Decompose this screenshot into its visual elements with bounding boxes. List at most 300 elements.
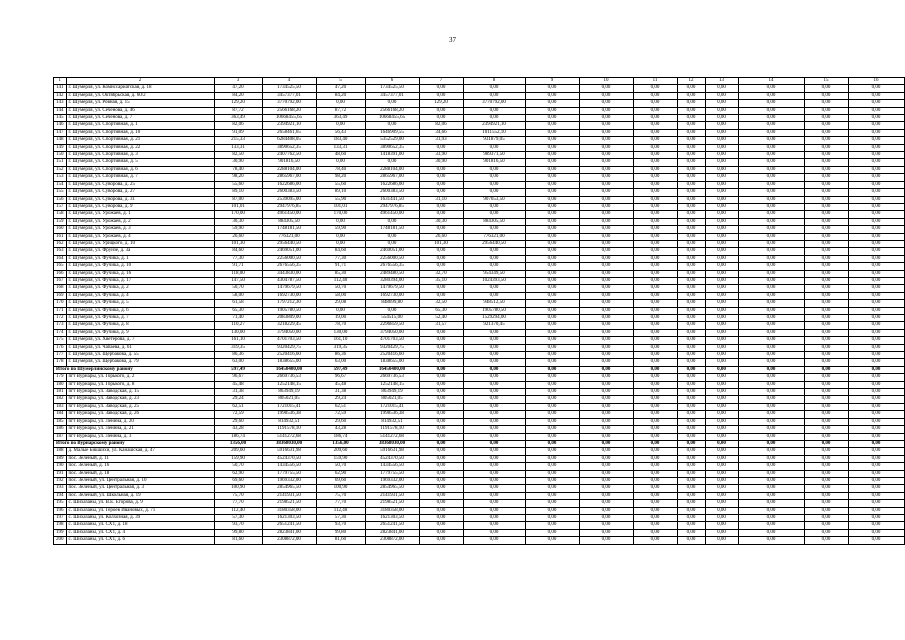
value-cell: 0,00	[365, 307, 419, 314]
column-number-cell: 9	[525, 78, 579, 85]
value-cell: 0,00	[419, 189, 463, 196]
value-cell: 0,00	[525, 448, 579, 455]
value-cell: 0,00	[525, 122, 579, 129]
subtotal-value-cell: 597,49	[316, 366, 365, 373]
table-row	[54, 196, 905, 203]
value-cell: 0,00	[848, 322, 904, 329]
address-cell: г. Шумерля, ул. Фучика, д. 5	[66, 300, 214, 307]
value-cell: 0,00	[804, 381, 848, 388]
value-cell: 0,00	[633, 381, 677, 388]
value-cell: 2669736,53	[365, 374, 419, 381]
value-cell: 0,00	[579, 477, 633, 484]
value-cell: 2141931,50	[262, 492, 316, 499]
address-cell: пгт Вурнары, ул. Ленина, д. 21	[66, 426, 214, 433]
value-cell: 0,00	[738, 270, 804, 277]
value-cell: 0,00	[579, 181, 633, 188]
table-row	[54, 492, 905, 499]
value-cell: 0,00	[677, 537, 705, 544]
value-cell: 75,70	[316, 492, 365, 499]
value-cell: 0,00	[804, 85, 848, 92]
value-cell: 0,00	[848, 122, 904, 129]
address-cell: пос. Зеленый, ул. Центральная, д. 10	[66, 477, 214, 484]
row-number-cell: 157	[54, 203, 67, 210]
value-cell: 319,35	[214, 344, 262, 351]
value-cell: 4524370,50	[262, 455, 316, 462]
value-cell: 3280394,00	[365, 277, 419, 284]
value-cell: 0,00	[804, 352, 848, 359]
value-cell: 0,00	[848, 507, 904, 514]
value-cell: 55,90	[316, 196, 365, 203]
value-cell: 0,00	[677, 396, 705, 403]
table-row	[54, 226, 905, 233]
value-cell: 0,00	[419, 211, 463, 218]
value-cell: 2539095,00	[262, 196, 316, 203]
value-cell: 0,00	[738, 381, 804, 388]
value-cell: 0,00	[419, 107, 463, 114]
value-cell: 0,00	[419, 529, 463, 536]
value-cell: 0,00	[579, 389, 633, 396]
value-cell: 0,00	[525, 337, 579, 344]
value-cell: 130,00	[316, 329, 365, 336]
value-cell: 0,00	[677, 455, 705, 462]
value-cell: 0,00	[525, 115, 579, 122]
value-cell: 50,70	[214, 285, 262, 292]
value-cell: 0,00	[579, 352, 633, 359]
value-cell: 0,00	[633, 203, 677, 210]
value-cell: 0,00	[419, 337, 463, 344]
value-cell: 0,00	[579, 514, 633, 521]
value-cell: 0,00	[804, 522, 848, 529]
value-cell: 0,00	[579, 329, 633, 336]
value-cell: 0,00	[633, 92, 677, 99]
value-cell: 0,00	[677, 166, 705, 173]
value-cell: 87,72	[214, 107, 262, 114]
value-cell: 0,00	[579, 403, 633, 410]
value-cell: 0,00	[848, 226, 904, 233]
value-cell: 0,00	[463, 522, 525, 529]
value-cell: 0,00	[738, 352, 804, 359]
value-cell: 0,00	[677, 359, 705, 366]
value-cell: 0,00	[738, 85, 804, 92]
value-cell: 0,00	[633, 292, 677, 299]
row-number-cell: 183	[54, 403, 67, 410]
value-cell: 71,40	[214, 315, 262, 322]
value-cell: 0,00	[705, 248, 738, 255]
row-number-cell: 200	[54, 537, 67, 544]
address-cell: пгт Вурнары, ул. Заводская, д. 25	[66, 403, 214, 410]
value-cell: 0,00	[525, 226, 579, 233]
value-cell: 0,00	[633, 470, 677, 477]
value-cell: 0,00	[463, 448, 525, 455]
subtotal-value-cell: 0,00	[579, 440, 633, 447]
value-cell: 47,20	[214, 85, 262, 92]
value-cell: 84,60	[214, 248, 262, 255]
value-cell: 0,00	[633, 352, 677, 359]
table-row	[54, 537, 905, 544]
value-cell: 0,00	[525, 248, 579, 255]
value-cell: 91,71	[214, 263, 262, 270]
value-cell: 0,00	[525, 100, 579, 107]
value-cell: 2566168,20	[262, 107, 316, 114]
value-cell: 0,00	[848, 137, 904, 144]
address-cell: г. Шумерля, ул. Чапаева, д. 61	[66, 344, 214, 351]
column-number-cell: 4	[262, 78, 316, 85]
value-cell: 0,00	[633, 144, 677, 151]
row-number-cell: 173	[54, 322, 67, 329]
table-row	[54, 315, 905, 322]
value-cell: 0,00	[633, 115, 677, 122]
value-cell: 0,00	[525, 463, 579, 470]
address-cell: г. Шумерля, ул. Урожаев, д. 2	[66, 218, 214, 225]
value-cell: 4304787,50	[262, 277, 316, 284]
value-cell: 0,00	[705, 485, 738, 492]
value-cell: 0,00	[633, 500, 677, 507]
value-cell: 0,00	[677, 300, 705, 307]
value-cell: 4524370,50	[365, 455, 419, 462]
subtotal-value-cell: 0,00	[579, 366, 633, 373]
value-cell: 0,00	[579, 374, 633, 381]
address-cell: пгт Вурнары, ул. Горького, д. 2	[66, 374, 214, 381]
value-cell: 0,00	[463, 463, 525, 470]
value-cell: 130,00	[214, 329, 262, 336]
value-cell: 0,00	[525, 470, 579, 477]
value-cell: 84,20	[316, 92, 365, 99]
value-cell: 0,00	[525, 189, 579, 196]
value-cell: 0,00	[579, 211, 633, 218]
table-row	[54, 455, 905, 462]
value-cell: 0,00	[804, 514, 848, 521]
value-cell: 0,00	[705, 100, 738, 107]
address-cell: г. Шумерля, ул. Спортивная, д. 3	[66, 152, 214, 159]
value-cell: 3457377,01	[262, 92, 316, 99]
value-cell: 0,00	[738, 537, 804, 544]
value-cell: 186,74	[316, 433, 365, 440]
value-cell: 19,00	[316, 315, 365, 322]
value-cell: 2308872,00	[262, 537, 316, 544]
value-cell: 0,00	[738, 374, 804, 381]
value-cell: 0,00	[677, 315, 705, 322]
value-cell: 0,00	[419, 418, 463, 425]
value-cell: 0,00	[677, 529, 705, 536]
value-cell: 0,00	[705, 263, 738, 270]
value-cell: 77,30	[214, 255, 262, 262]
value-cell: 0,00	[316, 240, 365, 247]
value-cell: 0,00	[633, 522, 677, 529]
value-cell: 0,00	[804, 433, 848, 440]
value-cell: 0,00	[738, 389, 804, 396]
value-cell: 3218229,45	[262, 322, 316, 329]
value-cell: 0,00	[316, 233, 365, 240]
value-cell: 0,00	[705, 433, 738, 440]
subtotal-value-cell: 16450400,00	[365, 366, 419, 373]
table-row	[54, 122, 905, 129]
value-cell: 0,00	[419, 166, 463, 173]
value-cell: 0,00	[705, 240, 738, 247]
value-cell: 0,00	[705, 166, 738, 173]
value-cell: 0,00	[525, 196, 579, 203]
column-number-cell: 5	[316, 78, 365, 85]
value-cell: 0,00	[579, 166, 633, 173]
value-cell: 0,00	[463, 374, 525, 381]
value-cell: 1622686,00	[365, 181, 419, 188]
column-number-cell: 3	[214, 78, 262, 85]
value-cell: 0,00	[525, 92, 579, 99]
address-cell: с. Шихазаны, ул. СХТ, д. 18	[66, 522, 214, 529]
value-cell: 0,00	[463, 92, 525, 99]
value-cell: 170,00	[214, 211, 262, 218]
value-cell: 0,00	[848, 277, 904, 284]
value-cell: 0,00	[804, 329, 848, 336]
value-cell: 921370,45	[463, 322, 525, 329]
value-cell: 0,00	[525, 418, 579, 425]
value-cell: 78,70	[316, 322, 365, 329]
value-cell: 78,40	[316, 166, 365, 173]
value-cell: 0,00	[633, 189, 677, 196]
value-cell: 2947976,85	[365, 203, 419, 210]
value-cell: 0,00	[365, 240, 419, 247]
row-number-cell: 168	[54, 285, 67, 292]
value-cell: 884305,50	[262, 218, 316, 225]
value-cell: 1734525,50	[262, 85, 316, 92]
value-cell: 1622686,00	[262, 181, 316, 188]
value-cell: 776321,00	[463, 233, 525, 240]
column-number-cell: 7	[419, 78, 463, 85]
value-cell: 0,00	[419, 492, 463, 499]
value-cell: 0,00	[525, 203, 579, 210]
value-cell: 2141931,50	[365, 492, 419, 499]
address-cell: с. Шихазаны, ул. Героев Ивановых, д. 71	[66, 507, 214, 514]
value-cell: 0,00	[738, 470, 804, 477]
subtotal-value-cell: 1356,00	[316, 440, 365, 447]
value-cell: 4701703,50	[262, 337, 316, 344]
value-cell: 0,00	[419, 470, 463, 477]
value-cell: 0,00	[848, 374, 904, 381]
value-cell: 0,00	[848, 529, 904, 536]
value-cell: 0,00	[316, 159, 365, 166]
value-cell: 0,00	[579, 277, 633, 284]
value-cell: 118,00	[214, 270, 262, 277]
value-cell: 776321,00	[262, 233, 316, 240]
value-cell: 1621303,50	[365, 514, 419, 521]
value-cell: 0,00	[705, 107, 738, 114]
value-cell: 0,00	[738, 233, 804, 240]
table-row	[54, 374, 905, 381]
value-cell: 69,60	[316, 477, 365, 484]
value-cell: 5916631,98	[365, 448, 419, 455]
value-cell: 1838655,00	[262, 359, 316, 366]
value-cell: 0,00	[738, 507, 804, 514]
value-cell: 0,00	[463, 507, 525, 514]
row-number-cell: 141	[54, 85, 67, 92]
value-cell: 0,00	[677, 137, 705, 144]
value-cell: 0,00	[738, 359, 804, 366]
value-cell: 6284408,05	[262, 137, 316, 144]
value-cell: 0,00	[463, 107, 525, 114]
value-cell: 0,00	[633, 218, 677, 225]
table-row	[54, 85, 905, 92]
value-cell: 0,00	[848, 514, 904, 521]
value-cell: 75,70	[214, 492, 262, 499]
value-cell: 0,00	[579, 470, 633, 477]
value-cell: 0,00	[633, 433, 677, 440]
value-cell: 0,00	[677, 352, 705, 359]
value-cell: 0,00	[579, 226, 633, 233]
value-cell: 805021,05	[365, 396, 419, 403]
value-cell: 0,00	[804, 107, 848, 114]
table-row	[54, 100, 905, 107]
subtotal-value-cell: 38368030,00	[365, 440, 419, 447]
value-cell: 0,00	[419, 389, 463, 396]
value-cell: 0,00	[525, 240, 579, 247]
value-cell: 0,00	[804, 270, 848, 277]
value-cell: 0,00	[419, 455, 463, 462]
value-cell: 5141272,68	[262, 433, 316, 440]
row-number-cell: 191	[54, 470, 67, 477]
value-cell: 0,00	[804, 174, 848, 181]
value-cell: 0,00	[525, 285, 579, 292]
value-cell: 2669736,53	[262, 374, 316, 381]
value-cell: 0,00	[579, 159, 633, 166]
value-cell: 0,00	[525, 218, 579, 225]
value-cell: 26,60	[419, 233, 463, 240]
table-row	[54, 322, 905, 329]
value-cell: 0,00	[738, 166, 804, 173]
address-cell: г. Шумерля, ул. Урожаев, д. 3	[66, 226, 214, 233]
value-cell: 89,10	[214, 189, 262, 196]
value-cell: 0,00	[633, 396, 677, 403]
value-cell: 0,00	[804, 129, 848, 136]
value-cell: 0,00	[463, 529, 525, 536]
value-cell: 0,00	[738, 322, 804, 329]
value-cell: 0,00	[705, 329, 738, 336]
value-cell: 0,00	[804, 322, 848, 329]
value-cell: 4701703,50	[365, 337, 419, 344]
value-cell: 0,00	[738, 514, 804, 521]
value-cell: 0,00	[633, 226, 677, 233]
subtotal-value-cell: 0,00	[804, 366, 848, 373]
value-cell: 0,00	[677, 240, 705, 247]
value-cell: 183,40	[316, 137, 365, 144]
value-cell: 0,00	[738, 315, 804, 322]
value-cell: 0,00	[705, 129, 738, 136]
value-cell: 0,00	[633, 174, 677, 181]
value-cell: 0,00	[579, 463, 633, 470]
value-cell: 30,30	[419, 218, 463, 225]
value-cell: 63,00	[214, 359, 262, 366]
value-cell: 0,00	[705, 300, 738, 307]
value-cell: 0,00	[848, 418, 904, 425]
table-row	[54, 389, 905, 396]
value-cell: 0,00	[677, 470, 705, 477]
table-row	[54, 137, 905, 144]
table-row	[54, 174, 905, 181]
address-cell: с. Шихазаны, ул. Колхозная, д. 39	[66, 514, 214, 521]
value-cell: 0,00	[525, 433, 579, 440]
value-cell: 0,00	[633, 181, 677, 188]
value-cell: 0,00	[738, 196, 804, 203]
address-cell: г. Шумерля, ул. Спортивная, д. 5	[66, 159, 214, 166]
value-cell: 0,00	[525, 277, 579, 284]
row-number-cell: 156	[54, 196, 67, 203]
value-cell: 0,00	[705, 122, 738, 129]
row-number-cell: 155	[54, 189, 67, 196]
value-cell: 0,00	[738, 455, 804, 462]
value-cell: 0,00	[804, 507, 848, 514]
row-number-cell: 167	[54, 277, 67, 284]
value-cell: 0,00	[804, 529, 848, 536]
value-cell: 2198521,50	[262, 500, 316, 507]
value-cell: 2520416,60	[262, 352, 316, 359]
value-cell: 0,00	[738, 263, 804, 270]
value-cell: 0,00	[525, 270, 579, 277]
address-cell: пгт Вурнары, ул. Заводская, д. 15	[66, 389, 214, 396]
value-cell: 0,00	[848, 381, 904, 388]
value-cell: 0,00	[419, 144, 463, 151]
value-cell: 0,00	[525, 152, 579, 159]
value-cell: 31,57	[419, 322, 463, 329]
value-cell: 0,00	[804, 263, 848, 270]
value-cell: 0,00	[738, 285, 804, 292]
address-cell: г. Шумерля, ул. Суворова, д. 27	[66, 189, 214, 196]
value-cell: 1692730,00	[365, 292, 419, 299]
row-number-cell: 181	[54, 389, 67, 396]
value-cell: 0,00	[677, 418, 705, 425]
value-cell: 0,00	[804, 144, 848, 151]
value-cell: 0,00	[579, 433, 633, 440]
value-cell: 0,00	[705, 270, 738, 277]
value-cell: 77,70	[316, 500, 365, 507]
value-cell: 0,00	[738, 152, 804, 159]
value-cell: 0,00	[804, 485, 848, 492]
value-cell: 0,00	[633, 514, 677, 521]
value-cell: 0,00	[705, 418, 738, 425]
value-cell: 0,00	[848, 255, 904, 262]
row-number-cell: 175	[54, 337, 67, 344]
value-cell: 0,00	[738, 307, 804, 314]
value-cell: 0,00	[579, 107, 633, 114]
value-cell: 61,58	[214, 300, 262, 307]
value-cell: 0,00	[677, 92, 705, 99]
address-cell: пос. Зеленый, ул. Центральная, д. 3	[66, 485, 214, 492]
row-number-cell: 145	[54, 115, 67, 122]
value-cell: 161,10	[316, 337, 365, 344]
value-cell: 2288104,00	[365, 166, 419, 173]
column-number-cell: 1	[54, 78, 67, 85]
row-number-cell: 148	[54, 137, 67, 144]
value-cell: 29,24	[214, 396, 262, 403]
value-cell: 0,00	[525, 159, 579, 166]
value-cell: 0,00	[677, 248, 705, 255]
table-row	[54, 396, 905, 403]
value-cell: 0,00	[705, 292, 738, 299]
value-cell: 0,00	[677, 181, 705, 188]
value-cell: 100,90	[214, 485, 262, 492]
value-cell: 0,00	[419, 463, 463, 470]
address-cell: пос. Зеленый, ул. Школьная, д. 19	[66, 492, 214, 499]
value-cell: 0,00	[633, 85, 677, 92]
address-cell: г. Шумерля, ул. Щербакова, д. 79	[66, 359, 214, 366]
value-cell: 0,00	[419, 514, 463, 521]
value-cell: 2658461,65	[262, 129, 316, 136]
value-cell: 0,00	[525, 514, 579, 521]
value-cell: 0,00	[738, 477, 804, 484]
value-cell: 0,00	[848, 233, 904, 240]
row-number-cell: 185	[54, 418, 67, 425]
value-cell: 0,00	[579, 322, 633, 329]
subtotal-value-cell: 0,00	[463, 366, 525, 373]
value-cell: 0,00	[705, 403, 738, 410]
value-cell: 0,00	[463, 470, 525, 477]
